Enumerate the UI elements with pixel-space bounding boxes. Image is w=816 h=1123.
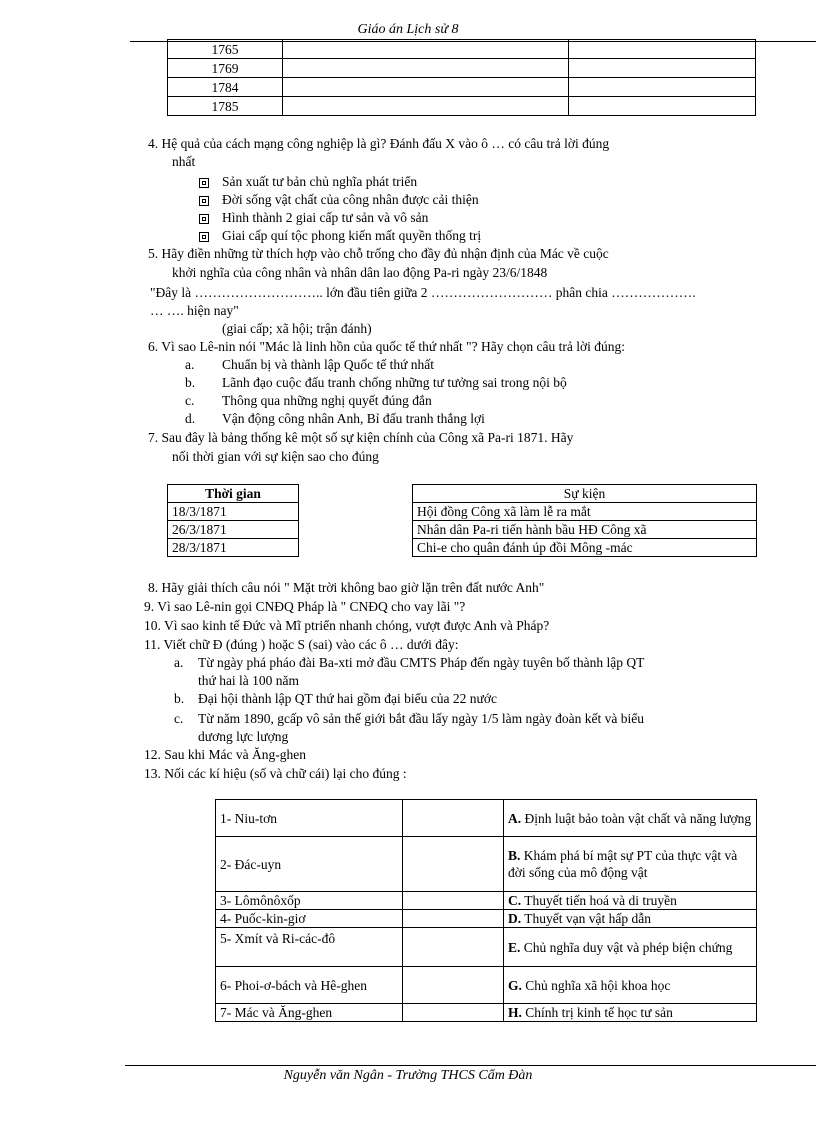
- year-cell: 1785: [168, 97, 283, 116]
- column-header: Sự kiện: [413, 485, 757, 503]
- option-text: Hình thành 2 giai cấp tư sản và vô sản: [222, 210, 429, 225]
- year-cell: 1769: [168, 59, 283, 78]
- left-cell: 6- Phoi-ơ-bách và Hê-ghen: [216, 967, 403, 1004]
- table-row: [413, 503, 757, 521]
- question-7-cont: nối thời gian với sự kiện sao cho đúng: [172, 449, 379, 464]
- time-cell: 26/3/1871: [168, 521, 299, 539]
- column-header: Thời gian: [168, 485, 299, 503]
- option-letter: b.: [185, 375, 196, 390]
- left-cell: 4- Puốc-kin-giơ: [216, 910, 403, 928]
- option-letter: c.: [185, 393, 195, 408]
- question-10: 10. Vì sao kinh tế Đức và Mĩ ptriển nhanh chóng, vượt được Anh và Pháp?: [144, 618, 550, 633]
- event-cell: Hội đồng Công xã làm lễ ra mắt: [413, 503, 757, 521]
- table-row: [413, 485, 757, 503]
- table-row: [168, 539, 299, 557]
- option-text: Từ năm 1890, gcấp vô sản thế giới bắt đầu lấy ngày 1/5 làm ngày đoàn kết và biểu: [198, 711, 644, 726]
- year-table: [167, 39, 756, 116]
- footer-rule: [125, 1065, 816, 1066]
- quote-line: "Đây là ……………………….. lớn đầu tiên giữa 2 ……………………… phân chia ……………….: [150, 285, 696, 300]
- table-row: [216, 910, 757, 928]
- time-cell: 18/3/1871: [168, 503, 299, 521]
- option-text: Sản xuất tư bản chủ nghĩa phát triển: [222, 174, 418, 189]
- table-row: [216, 837, 757, 892]
- checkbox-icon[interactable]: [199, 232, 209, 242]
- year-cell: 1765: [168, 40, 283, 59]
- option-text: Từ ngày phá pháo đài Ba-xti mở đầu CMTS Pháp đến ngày tuyên bố thành lập QT: [198, 655, 645, 670]
- right-cell: H. Chính trị kinh tế học tư sản: [504, 1004, 757, 1022]
- table-row: [168, 521, 299, 539]
- table-row: [168, 78, 756, 97]
- table-row: [168, 485, 299, 503]
- table-row: [216, 967, 757, 1004]
- option-letter: b.: [174, 691, 185, 706]
- hint-text: (giai cấp; xã hội; trận đánh): [222, 321, 372, 336]
- option-text: Thông qua những nghị quyết đúng đắn: [222, 393, 432, 408]
- option-letter: c.: [174, 711, 184, 726]
- quote-line: … …. hiện nay": [150, 303, 239, 318]
- left-cell: 5- Xmít và Ri-các-đô: [216, 928, 403, 967]
- right-cell: C. Thuyết tiến hoá và di truyền: [504, 892, 757, 910]
- time-cell: 28/3/1871: [168, 539, 299, 557]
- option-text: Lãnh đạo cuộc đấu tranh chống những tư tưởng sai trong nội bộ: [222, 375, 567, 390]
- table-row: [413, 539, 757, 557]
- option-text: Đại hội thành lập QT thứ hai gồm đại biểu của 22 nước: [198, 691, 497, 706]
- option-text-cont: dương lực lượng: [198, 729, 289, 744]
- left-cell: 7- Mác và Ăng-ghen: [216, 1004, 403, 1022]
- option-letter: a.: [174, 655, 184, 670]
- table-row: [168, 40, 756, 59]
- table-row: [216, 1004, 757, 1022]
- option-letter: a.: [185, 357, 195, 372]
- checkbox-icon[interactable]: [199, 214, 209, 224]
- right-cell: E. Chủ nghĩa duy vật và phép biện chứng: [504, 928, 757, 967]
- right-cell: B. Khám phá bí mật sự PT của thực vật và đời sống của mô động vật: [504, 837, 757, 892]
- left-cell: 2- Đác-uyn: [216, 837, 403, 892]
- question-5-cont: khởi nghĩa của công nhân và nhân dân lao động Pa-ri ngày 23/6/1848: [172, 265, 548, 280]
- option-letter: d.: [185, 411, 196, 426]
- question-13: 13. Nối các kí hiệu (số và chữ cái) lại cho đúng :: [144, 766, 407, 781]
- question-7: 7. Sau đây là bảng thống kê một số sự kiện chính của Công xã Pa-ri 1871. Hãy: [148, 430, 574, 445]
- time-table: [167, 484, 299, 557]
- option-text: Vận động công nhân Anh, Bỉ đấu tranh thắng lợi: [222, 411, 485, 426]
- left-cell: 1- Niu-tơn: [216, 800, 403, 837]
- year-cell: 1784: [168, 78, 283, 97]
- right-cell: D. Thuyết vạn vật hấp dẫn: [504, 910, 757, 928]
- question-4-cont: nhất: [172, 154, 196, 169]
- event-cell: Chi-e cho quân đánh úp đồi Mông -mác: [413, 539, 757, 557]
- question-9: 9. Vì sao Lê-nin gọi CNĐQ Pháp là " CNĐQ cho vay lãi "?: [144, 599, 466, 614]
- option-text-cont: thứ hai là 100 năm: [198, 673, 300, 688]
- right-cell: A. Định luật bảo toàn vật chất và năng lượng: [504, 800, 757, 837]
- question-4: 4. Hệ quả của cách mạng công nghiệp là gì? Đánh đấu X vào ô … có câu trả lời đúng: [148, 136, 610, 151]
- table-row: [168, 97, 756, 116]
- table-row: [216, 892, 757, 910]
- event-table: [412, 484, 757, 557]
- option-text: Chuẩn bị và thành lập Quốc tế thứ nhất: [222, 357, 435, 372]
- table-row: [168, 503, 299, 521]
- option-text: Đời sống vật chất của công nhân được cải thiện: [222, 192, 479, 207]
- right-cell: G. Chủ nghĩa xã hội khoa học: [504, 967, 757, 1004]
- event-cell: Nhân dân Pa-ri tiến hành bầu HĐ Công xã: [413, 521, 757, 539]
- table-row: [413, 521, 757, 539]
- question-5: 5. Hãy điền những từ thích hợp vào chỗ trống cho đầy đủ nhận định của Mác về cuộc: [148, 246, 609, 261]
- question-8: 8. Hãy giải thích câu nói " Mặt trời không bao giờ lặn trên đất nước Anh": [148, 580, 545, 595]
- left-cell: 3- Lômônôxốp: [216, 892, 403, 910]
- table-row: [168, 59, 756, 78]
- table-row: [216, 928, 757, 967]
- question-12: 12. Sau khi Mác và Ăng-ghen: [144, 747, 306, 762]
- question-6: 6. Vì sao Lê-nin nói "Mác là linh hồn của quốc tế thứ nhất "? Hãy chọn câu trả lời đúng:: [148, 339, 625, 354]
- table-row: [216, 800, 757, 837]
- option-text: Giai cấp quí tộc phong kiến mất quyền thống trị: [222, 228, 482, 243]
- checkbox-icon[interactable]: [199, 178, 209, 188]
- page-header: Giáo án Lịch sử 8: [357, 22, 459, 37]
- page-footer: Nguyễn văn Ngân - Trường THCS Cẩm Đàn: [283, 1068, 533, 1083]
- question-11: 11. Viết chữ Đ (đúng ) hoặc S (sai) vào các ô … dưới đây:: [144, 637, 459, 652]
- checkbox-icon[interactable]: [199, 196, 209, 206]
- matching-table: [215, 799, 757, 1022]
